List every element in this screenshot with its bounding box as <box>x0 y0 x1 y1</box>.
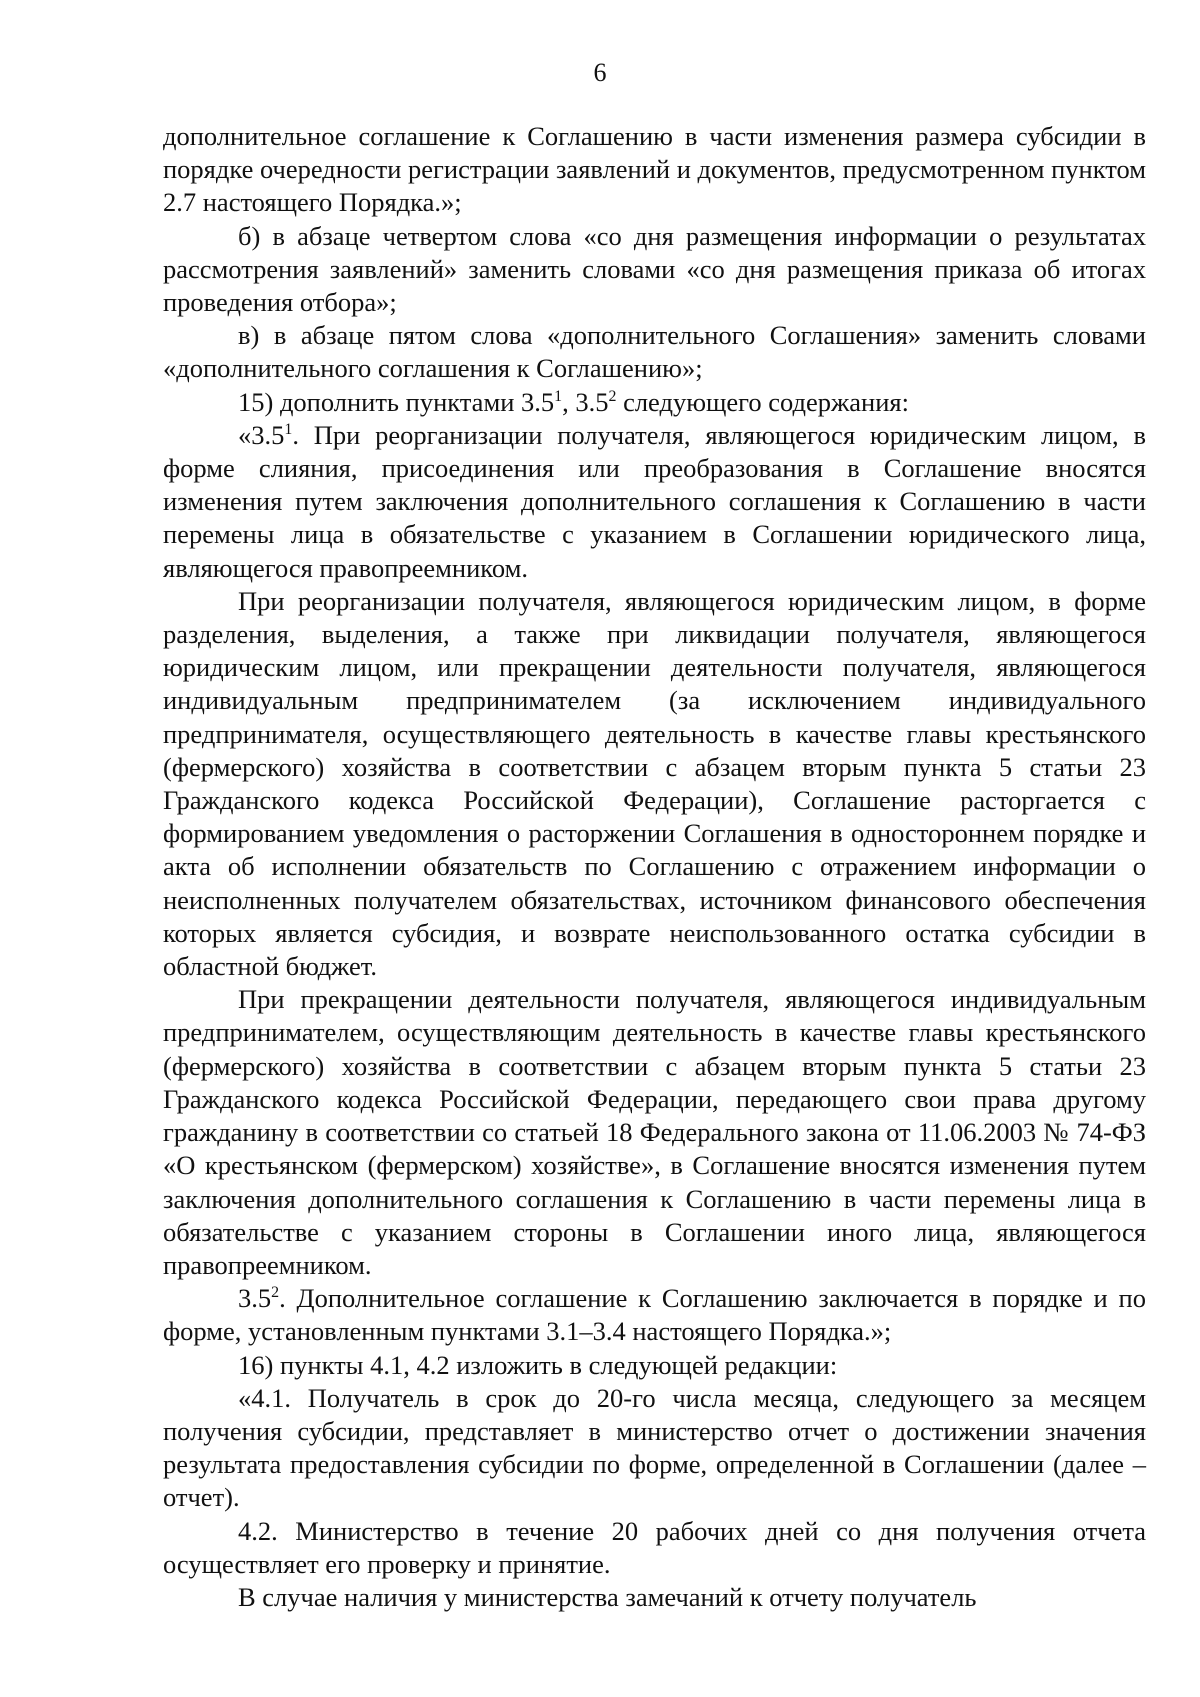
paragraph-9: 16) пункты 4.1, 4.2 изложить в следующей редакции: <box>238 1349 838 1380</box>
paragraph-1: дополнительное соглашение к Соглашению в части изменения размера субсидии в порядке очередности регистрации заявлений и документов, предусмотренном пунктом 2.7 настоящего Порядка.»; <box>163 121 1146 218</box>
paragraph-12: В случае наличия у министерства замечаний к отчету получатель <box>238 1581 977 1612</box>
page-number: 6 <box>593 58 607 87</box>
paragraph-2: б) в абзаце четвертом слова «со дня размещения информации о результатах рассмотрения заявлений» заменить словами «со дня размещения приказа об итогах проведения отбора»; <box>163 220 1146 318</box>
paragraph-5: «$3.5^1$. При реорганизации получателя, являющегося юридическим лицом, в форме слияния, присоединения или преобразования в Соглашение вносятся изменения путем заключения дополнительного соглашения к Соглашению в части перемены лица в обязательстве с указанием в Соглашении юридического лица, являющегося правопреемником. <box>163 419 1146 583</box>
paragraph-7: При прекращении деятельности получателя, являющегося индивидуальным предпринимателем, осуществляющим деятельность в качестве главы крестьянского (фермерского) хозяйства в соответствии с абзацем вторым пункта 5 статьи 23 Гражданского кодекса Российской Федерации, передающего свои права другому гражданину в соответствии со статьей 18 Федерального закона от 11.06.2003 № 74-ФЗ «О крестьянском (фермерском) хозяйстве», в Соглашение вносятся изменения путем заключения дополнительного соглашения к Соглашению в части перемены лица в обязательстве с указанием стороны в Соглашении иного лица, являющегося правопреемником. <box>163 984 1146 1280</box>
paragraph-6: При реорганизации получателя, являющегося юридическим лицом, в форме разделения, выделения, а также при ликвидации получателя, являющегося юридическим лицом, или прекращении деятельности получателя, являющегося индивидуальным предпринимателем (за исключением индивидуального предпринимателя, осуществляющего деятельность в качестве главы крестьянского (фермерского) хозяйства в соответствии с абзацем вторым пункта 5 статьи 23 Гражданского кодекса Российской Федерации), Соглашение расторгается с формированием уведомления о расторжении Соглашения в одностороннем порядке и акта об исполнении обязательств по Соглашению с отражением информации о неисполненных получателем обязательствах, источником финансового обеспечения которых является субсидия, и возврате неиспользованного остатка субсидии в областной бюджет. <box>163 585 1146 982</box>
paragraph-4: 15) дополнить пунктами $3.5^1$, $3.5^2$ следующего содержания: <box>238 386 909 417</box>
paragraph-3: в) в абзаце пятом слова «дополнительного Соглашения» заменить словами «дополнительного соглашения к Соглашению»; <box>163 320 1146 384</box>
paragraph-8: $3.5^2$. Дополнительное соглашение к Соглашению заключается в порядке и по форме, установленным пунктами 3.1–3.4 настоящего Порядка.»; <box>163 1283 1146 1347</box>
paragraph-11: 4.2. Министерство в течение 20 рабочих дней со дня получения отчета осуществляет его проверку и принятие. <box>163 1515 1146 1579</box>
paragraph-10: «4.1. Получатель в срок до 20-го числа месяца, следующего за месяцем получения субсидии, представляет в министерство отчет о достижении значения результата предоставления субсидии по форме, определенной в Соглашении (далее – отчет). <box>163 1382 1146 1513</box>
document-body <box>163 120 1146 1614</box>
